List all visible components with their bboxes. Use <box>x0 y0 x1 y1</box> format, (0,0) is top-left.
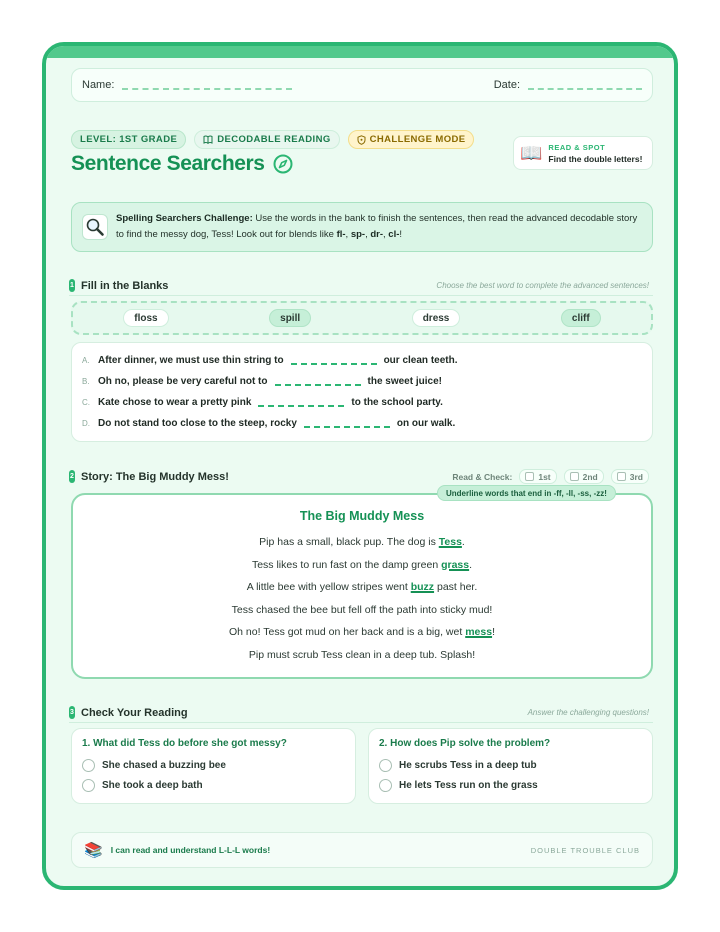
worksheet <box>42 42 678 890</box>
spot-text: Find the double letters! <box>548 153 643 164</box>
story-card <box>71 493 653 679</box>
date-label: Date: <box>493 79 520 91</box>
word-chip[interactable]: spill <box>269 309 311 327</box>
name-date-row <box>71 68 653 102</box>
decodable-badge: DECODABLE READING <box>194 130 339 149</box>
question-text: 2. How does Pip solve the problem? <box>379 738 551 749</box>
name-label: Name: <box>82 79 115 91</box>
read-check-2nd[interactable]: 2nd <box>564 469 604 484</box>
target-word: mess <box>465 626 493 638</box>
section-number: 2 <box>69 470 75 483</box>
word-chip[interactable]: dress <box>412 309 461 327</box>
title-text: Sentence Searchers <box>71 152 265 175</box>
read-spot-card <box>513 136 653 170</box>
spot-kicker: READ & SPOT <box>548 142 606 152</box>
top-accent-bar <box>46 46 674 58</box>
page-title <box>71 152 293 176</box>
word-bank <box>71 301 653 335</box>
radio-button[interactable] <box>379 759 392 772</box>
underline-instruction: Underline words that end in -ff, -ll, -ss, -zz! <box>437 485 616 501</box>
target-word: Tess <box>438 536 462 548</box>
word-chip[interactable]: floss <box>123 309 168 327</box>
radio-button[interactable] <box>82 759 95 772</box>
story-line: Pip has a small, black pup. The dog is Tess. <box>259 536 465 548</box>
section-note: Choose the best word to complete the advanced sentences! <box>436 281 649 290</box>
story-line: Pip must scrub Tess clean in a deep tub. Splash! <box>248 648 476 661</box>
section-title: Story: The Big Muddy Mess! <box>81 470 229 483</box>
section-divider <box>69 722 653 723</box>
club-label: DOUBLE TROUBLE CLUB <box>530 845 640 855</box>
challenge-badge: CHALLENGE MODE <box>348 130 475 149</box>
story-line: Tess likes to run fast on the damp green grass. <box>251 558 473 571</box>
story-line: Tess chased the bee but fell off the path into sticky mud! <box>231 603 493 616</box>
read-check-3rd[interactable]: 3rd <box>611 469 649 484</box>
radio-button[interactable] <box>82 779 95 792</box>
answer-option[interactable]: He lets Tess run on the grass <box>379 775 642 795</box>
challenge-text: Spelling Searchers Challenge: Use the words in the bank to finish the sentences, then read the advanced decodable story to find the messy dog, Tess! Look out for blends like fl-, sp-, dr-, cl-! <box>116 213 638 240</box>
checkbox[interactable] <box>570 472 579 481</box>
question-card-1 <box>71 728 356 804</box>
answer-blank[interactable] <box>304 426 390 428</box>
answer-blank[interactable] <box>291 363 377 365</box>
magnifier-icon <box>82 214 108 240</box>
blank-item: B. Oh no, please be very careful not to the sweet juice! <box>82 376 442 387</box>
answer-option[interactable]: He scrubs Tess in a deep tub <box>379 755 642 775</box>
learning-goal: I can read and understand L-L-L words! <box>110 845 271 855</box>
badge-row <box>71 130 474 149</box>
blank-item: C. Kate chose to wear a pretty pink to the school party. <box>82 397 443 408</box>
book-icon: 📖 <box>520 142 543 163</box>
blank-item: A. After dinner, we must use thin string to our clean teeth. <box>82 355 458 366</box>
target-word: buzz <box>410 581 435 593</box>
section-number: 1 <box>69 279 75 292</box>
challenge-box <box>71 202 653 252</box>
section-title: Check Your Reading <box>81 706 188 719</box>
target-word: grass <box>441 558 470 571</box>
read-check-1st[interactable]: 1st <box>519 469 556 484</box>
question-text: 1. What did Tess do before she got messy? <box>82 738 287 749</box>
section-fill-blanks-heading <box>69 279 168 292</box>
books-icon: 📚 <box>84 842 103 859</box>
section-check-reading-heading <box>69 706 188 719</box>
answer-option[interactable]: She chased a buzzing bee <box>82 755 345 775</box>
compass-icon <box>273 154 293 174</box>
footer-card <box>71 832 653 868</box>
level-badge: LEVEL: 1ST GRADE <box>71 130 186 149</box>
story-line: Oh no! Tess got mud on her back and is a big, wet mess! <box>229 626 495 638</box>
radio-button[interactable] <box>379 779 392 792</box>
story-title: The Big Muddy Mess <box>299 509 425 523</box>
checkbox[interactable] <box>525 472 534 481</box>
answer-option[interactable]: She took a deep bath <box>82 775 345 795</box>
shield-icon <box>357 135 366 145</box>
read-check-label: Read & Check: <box>452 471 513 482</box>
fill-blanks-list <box>71 342 653 442</box>
answer-blank[interactable] <box>275 384 361 386</box>
name-line[interactable] <box>122 88 292 90</box>
checkbox[interactable] <box>617 472 626 481</box>
section-story-heading <box>69 470 229 483</box>
section-note: Answer the challenging questions! <box>527 708 649 717</box>
section-number: 3 <box>69 706 75 719</box>
open-book-icon <box>203 135 213 144</box>
word-chip[interactable]: cliff <box>561 309 601 327</box>
date-line[interactable] <box>528 88 642 90</box>
section-divider <box>69 295 653 296</box>
read-check-tracker <box>452 469 649 484</box>
section-title: Fill in the Blanks <box>81 279 169 292</box>
blank-item: D. Do not stand too close to the steep, rocky on our walk. <box>82 418 456 429</box>
question-card-2 <box>368 728 653 804</box>
answer-blank[interactable] <box>258 405 344 407</box>
story-line: A little bee with yellow stripes went buzz past her. <box>246 581 478 593</box>
